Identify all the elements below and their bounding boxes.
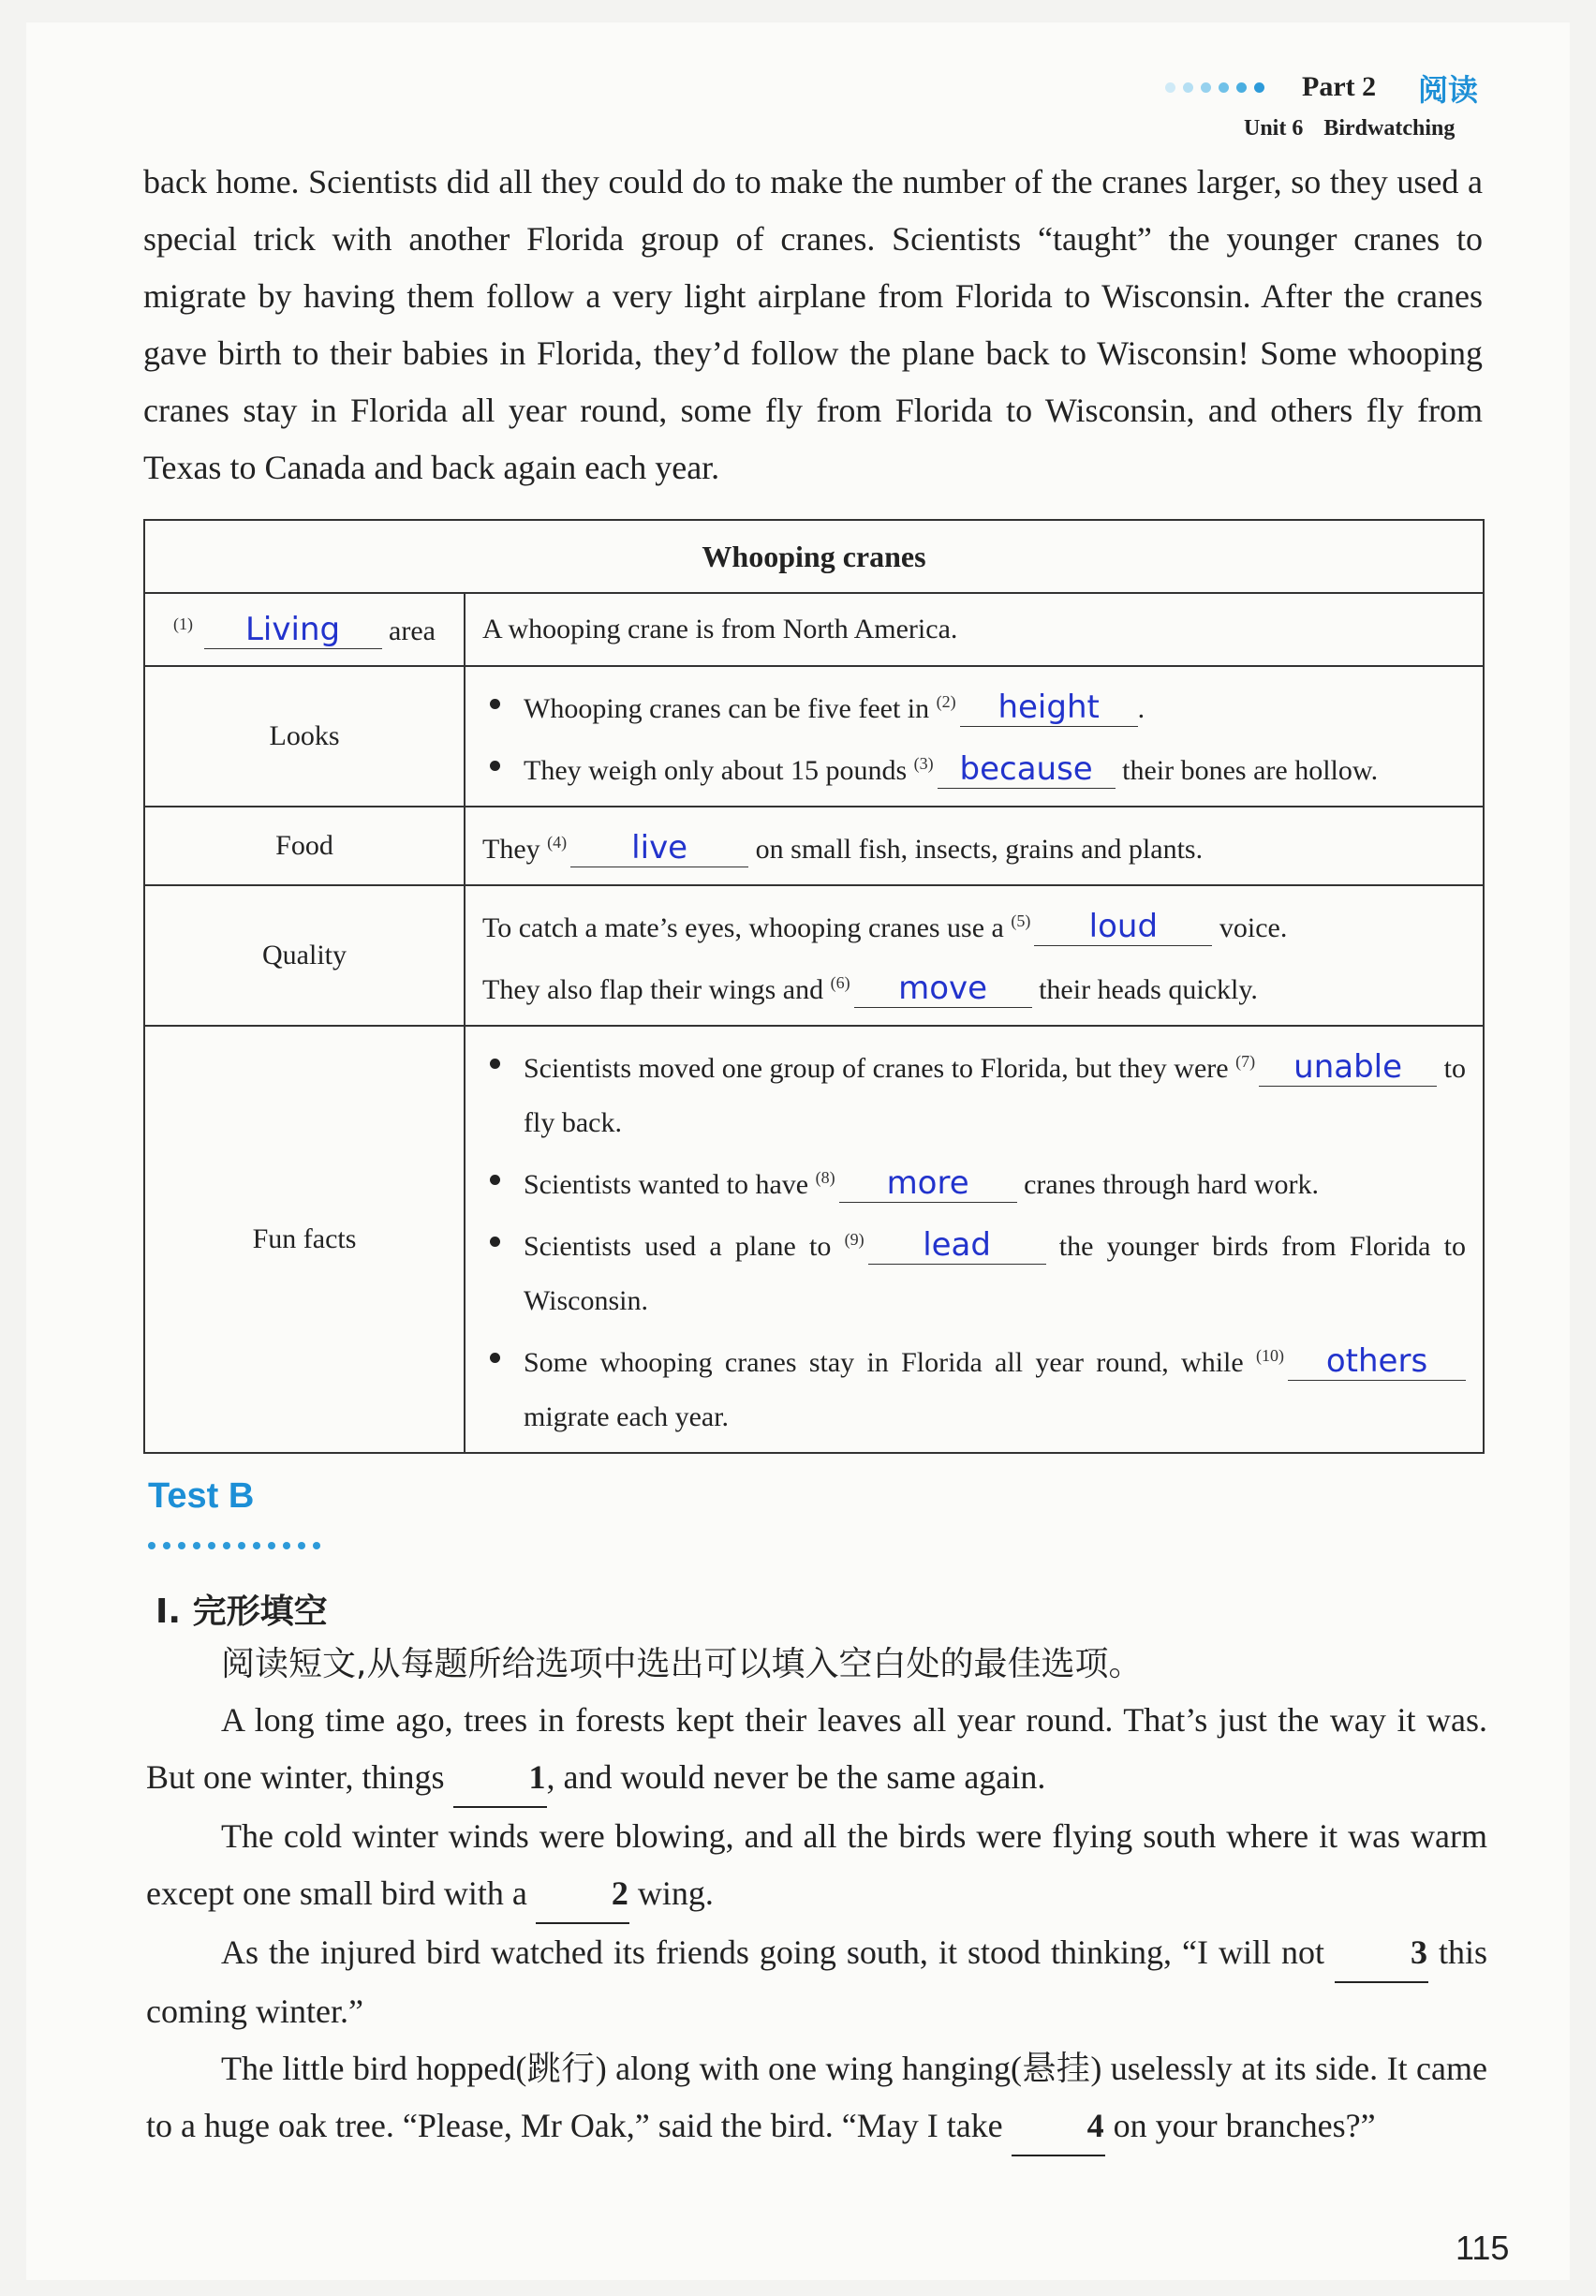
answer-4: live [570, 829, 748, 867]
text: , and would never be the same again. [546, 1758, 1046, 1796]
blank-1[interactable]: 1 [453, 1749, 547, 1808]
row-content [465, 666, 1484, 807]
dot [1254, 82, 1264, 93]
table-title: Whooping cranes [144, 520, 1484, 593]
table-row [144, 1026, 1484, 1453]
answer-10: others [1288, 1342, 1466, 1381]
bullet-item [482, 1328, 1466, 1444]
header-dots [1165, 79, 1272, 97]
row-content [465, 1026, 1484, 1453]
text: Some whooping cranes stay in Florida all year round, while [524, 1347, 1244, 1378]
row-label: Looks [144, 666, 465, 807]
unit-title: Birdwatching [1323, 116, 1456, 141]
row-content: A whooping crane is from North America. [465, 593, 1484, 666]
header-part: Part 2 [1302, 71, 1377, 102]
text: Scientists wanted to have [524, 1169, 809, 1200]
blank-4[interactable]: 4 [1012, 2097, 1105, 2156]
bullet-item [482, 1212, 1466, 1328]
page [26, 22, 1570, 2280]
text: A long time ago, trees in forests kept their leaves all year round. That’s just the way it was. But one winter, things [146, 1701, 1487, 1796]
dot [1201, 82, 1211, 93]
text: The cold winter winds were blowing, and all the birds were flying south where it was warm except one small bird with a [146, 1817, 1487, 1912]
blank-number: (1) [173, 614, 194, 633]
text: Scientists used a plane to [524, 1231, 832, 1262]
answer-5: loud [1034, 908, 1212, 946]
text: this coming winter.” [146, 1933, 1488, 2030]
text: They [482, 834, 540, 865]
answer-1: Living [204, 611, 382, 649]
bullet-item [482, 1034, 1466, 1150]
instruction: 阅读短文,从每题所给选项中选出可以填入空白处的最佳选项。 [221, 1645, 1143, 1683]
unit-number: Unit 6 [1244, 116, 1304, 141]
text: . [1137, 693, 1145, 724]
passage [143, 154, 1483, 496]
whooping-cranes-table [143, 519, 1485, 1454]
header-unit [1244, 116, 1455, 141]
blank-2[interactable]: 2 [536, 1865, 629, 1924]
bullet-item [482, 1150, 1466, 1212]
text: their bones are hollow. [1122, 755, 1379, 786]
blank-number: (6) [830, 973, 850, 992]
page-number: 115 [1456, 2229, 1510, 2267]
table-row [144, 593, 1484, 666]
table-row [144, 807, 1484, 885]
blank-number: (9) [844, 1230, 864, 1249]
paragraph [146, 1692, 1487, 1808]
dot [1183, 82, 1193, 93]
header-part-cn: 阅读 [1418, 72, 1479, 108]
row-content [465, 885, 1484, 1026]
answer-3: because [938, 750, 1116, 789]
answer-2: height [960, 689, 1138, 727]
answer-6: move [854, 970, 1032, 1008]
blank-number: (3) [913, 754, 934, 773]
dot [1165, 82, 1175, 93]
row-content [465, 807, 1484, 885]
text: The little bird hopped(跳行) along with one wing hanging(悬挂) uselessly at its side. It came to a huge oak tree. “Please, Mr Oak,” said the bird. “May I take [146, 2050, 1487, 2144]
blank-3[interactable]: 3 [1335, 1924, 1428, 1983]
cloze-passage [146, 1692, 1487, 2156]
answer-9: lead [868, 1226, 1046, 1265]
blank-number: (4) [547, 833, 568, 852]
bullet-item [482, 674, 1466, 736]
dot [1236, 82, 1247, 93]
text: voice. [1219, 912, 1288, 943]
blank-number: (2) [936, 692, 956, 711]
text: As the injured bird watched its friends going south, it stood thinking, “I will not [221, 1933, 1324, 1971]
text: the younger birds from Florida to Wisconsin. [524, 1231, 1466, 1316]
test-b-title: Test B [148, 1476, 255, 1516]
row-label: Food [144, 807, 465, 885]
paragraph [146, 1924, 1487, 2040]
text: migrate each year. [524, 1401, 730, 1432]
answer-8: more [839, 1164, 1017, 1203]
blank-number: (8) [815, 1168, 835, 1187]
text: They weigh only about 15 pounds [524, 755, 908, 786]
section-heading: I. 完形填空 [155, 1592, 328, 1631]
table-row [144, 885, 1484, 1026]
passage-text: back home. Scientists did all they could do to make the number of the cranes larger, so they used a special trick with another Florida group of cranes. Scientists “taught” the younger cranes to migrate by having them follow a very light airplane from Florida to Wisconsin. After the cranes gave birth to their babies in Florida, they’d follow the plane back to Wisconsin! Some whooping cranes stay in Florida all year round, some fly from Florida to Wisconsin, and others fly from Texas to Canada and back again each year. [143, 163, 1483, 486]
row-label [144, 593, 465, 666]
blank-number: (7) [1235, 1052, 1256, 1071]
text: To catch a mate’s eyes, whooping cranes use a [482, 912, 1004, 943]
text: their heads quickly. [1039, 974, 1258, 1005]
label-suffix: area [389, 615, 436, 646]
text: to fly back. [524, 1053, 1466, 1138]
test-b-dots [148, 1537, 328, 1554]
bullet-item [482, 736, 1466, 798]
answer-7: unable [1259, 1048, 1437, 1087]
text: on your branches?” [1113, 2107, 1376, 2144]
text: They also flap their wings and [482, 974, 824, 1005]
blank-number: (5) [1011, 911, 1031, 930]
text: Scientists moved one group of cranes to Florida, but they were [524, 1053, 1229, 1084]
text: wing. [637, 1874, 714, 1912]
table-row [144, 666, 1484, 807]
row-label: Quality [144, 885, 465, 1026]
row-label: Fun facts [144, 1026, 465, 1453]
text: on small fish, insects, grains and plants. [755, 834, 1204, 865]
dot [1219, 82, 1229, 93]
text: Whooping cranes can be five feet in [524, 693, 930, 724]
paragraph [146, 2040, 1487, 2156]
paragraph [146, 1808, 1487, 1924]
blank-number: (10) [1256, 1346, 1285, 1365]
text: cranes through hard work. [1024, 1169, 1320, 1200]
